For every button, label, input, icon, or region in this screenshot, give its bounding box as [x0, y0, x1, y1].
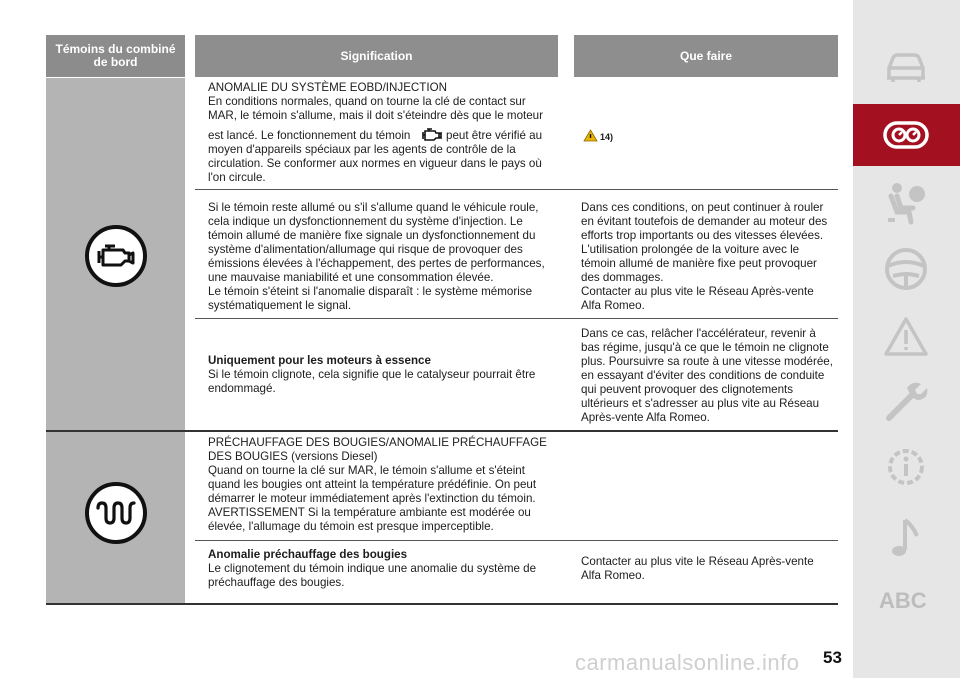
wrench-icon[interactable] [883, 378, 929, 424]
eobd-action-text: en évitant toutefois de demander au moteur des [581, 215, 828, 228]
watermark: carmanualsonline.info [575, 650, 800, 675]
eobd-action-text: témoin allumé de manière fixe peut provoquer [581, 257, 817, 270]
eobd-fault-text: une mauvaise maniabilité et une consommation élevée. [208, 271, 494, 284]
glowplug-text: élevée, l'allumage du témoin est presque imperceptible. [208, 520, 494, 533]
row-divider [195, 540, 838, 541]
eobd-text: l'on circule. [208, 171, 266, 184]
eobd-title: ANOMALIE DU SYSTÈME EOBD/INJECTION [208, 81, 447, 94]
header-lamps: Témoins du combiné de bord [46, 35, 185, 77]
glowplug-fault-subtitle: Anomalie préchauffage des bougies [208, 548, 408, 561]
dashboard-gauges-icon[interactable] [883, 118, 929, 152]
petrol-engine-subtitle: Uniquement pour les moteurs à essence [208, 354, 431, 367]
eobd-text: moyen d'appareils spéciaux par les agents de contrôle de la [208, 143, 516, 156]
catalyst-action-text: Dans ce cas, relâcher l'accélérateur, revenir à [581, 327, 816, 340]
eobd-fault-text: Si le témoin reste allumé ou s'il s'allume quand le véhicule roule, [208, 201, 539, 214]
header-meaning: Signification [195, 35, 558, 77]
catalyst-action-text: bas régime, jusqu'à ce que le témoin ne clignote [581, 341, 829, 354]
eobd-action-text: Alfa Romeo. [581, 299, 645, 312]
info-gear-icon[interactable] [883, 444, 929, 490]
seat-airbag-icon[interactable] [883, 180, 929, 226]
glowplug-title: PRÉCHAUFFAGE DES BOUGIES/ANOMALIE PRÉCHAUFFAGE [208, 436, 547, 449]
row-divider [195, 189, 838, 190]
eobd-action-text: Contacter au plus vite le Réseau Après-vente [581, 285, 814, 298]
warning-triangle-icon[interactable] [883, 316, 929, 358]
row-divider [195, 318, 838, 319]
eobd-fault-text: cela indique un dysfonctionnement du système d'injection. Le [208, 215, 523, 228]
eobd-fault-text: Le témoin s'éteint si l'anomalie disparaît : le système mémorise [208, 285, 533, 298]
sidebar-abc-index[interactable]: ABC [879, 588, 927, 613]
page-number: 53 [823, 648, 842, 667]
catalyst-action-text: qui peuvent provoquer des clignotements [581, 383, 794, 396]
eobd-fault-text: émissions élevées à l'échappement, des pertes de performances, [208, 257, 545, 270]
glowplug-action-text: Contacter au plus vite le Réseau Après-vente [581, 555, 814, 568]
eobd-action-text: L'utilisation prolongée de la voiture avec le [581, 243, 800, 256]
eobd-action-text: efforts trop importants ou des vitesses élevées. [581, 229, 824, 242]
catalyst-action-text: plus. Poursuivre sa route à une vitesse modérée, [581, 355, 833, 368]
inline-engine-icon [421, 127, 443, 143]
catalyst-action-text: ultérieurs et s'adresser au plus vite au Réseau [581, 397, 820, 410]
glowplug-text: Quand on tourne la clé sur MAR, le témoin s'allume et s'éteint [208, 464, 525, 477]
eobd-text: circulation. Se conformer aux normes en vigueur dans le pays où [208, 157, 542, 170]
note-reference: 14) [600, 132, 614, 142]
header-action: Que faire [574, 35, 838, 77]
eobd-fault-text: système d'alimentation/allumage qui risque de provoquer des [208, 243, 523, 256]
eobd-action-text: Dans ces conditions, on peut continuer à rouler [581, 201, 824, 214]
glowplug-fault-text: préchauffage des bougies. [208, 576, 345, 589]
catalyst-action-text: Après-vente Alfa Romeo. [581, 411, 710, 424]
warning-triangle-icon [583, 129, 598, 142]
catalyst-action-text: en essayant d'éviter des conditions de conduite [581, 369, 825, 382]
glowplug-text: AVERTISSEMENT Si la température ambiante est modérée ou [208, 506, 531, 519]
glowplug-text: démarrer le moteur immédiatement après l'extinction du témoin. [208, 492, 536, 505]
section-divider [46, 430, 838, 432]
music-note-icon[interactable] [883, 516, 929, 562]
glowplug-text: quand les bougies ont atteint la température prédéfinie. On peut [208, 478, 537, 491]
table-bottom-border [46, 603, 838, 605]
eobd-action-text: des dommages. [581, 271, 664, 284]
eobd-text: MAR, le témoin s'allume, mais il doit s'éteindre dès que le moteur [208, 109, 543, 122]
eobd-fault-text: témoin allumé de manière fixe signale un dysfonctionnement du [208, 229, 536, 242]
catalyst-text: endommagé. [208, 382, 276, 395]
eobd-text: est lancé. Le fonctionnement du témoin [208, 129, 411, 142]
catalyst-text: Si le témoin clignote, cela signifie que le catalyseur pourrait être [208, 368, 536, 381]
car-icon[interactable] [883, 48, 929, 88]
steering-wheel-icon[interactable] [883, 246, 929, 292]
glowplug-action-text: Alfa Romeo. [581, 569, 645, 582]
eobd-text: peut être vérifié au [446, 129, 543, 142]
eobd-text: En conditions normales, quand on tourne la clé de contact sur [208, 95, 526, 108]
glowplug-fault-text: Le clignotement du témoin indique une anomalie du système de [208, 562, 537, 575]
eobd-fault-text: systématiquement le signal. [208, 299, 352, 312]
engine-check-lamp-icon [85, 225, 147, 287]
glow-plug-lamp-icon [85, 482, 147, 544]
glowplug-title: DES BOUGIES (versions Diesel) [208, 450, 378, 463]
